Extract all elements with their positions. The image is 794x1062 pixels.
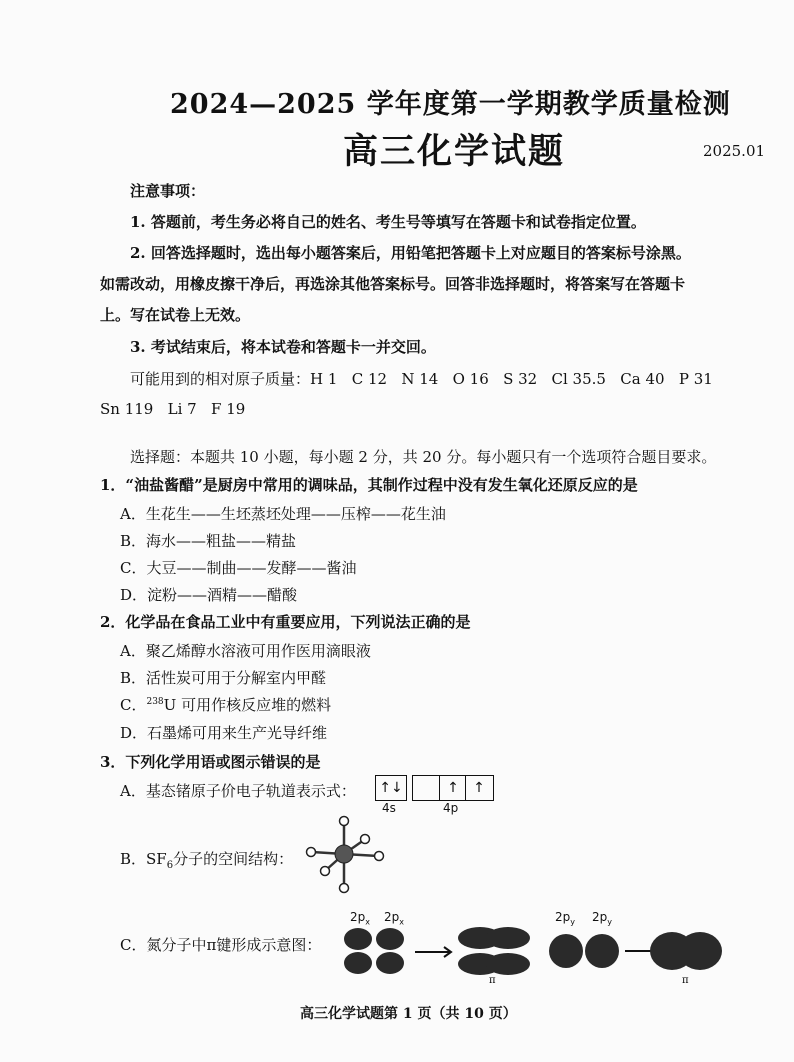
orbital-4p-cell-1 bbox=[413, 776, 439, 800]
notes-item-2a: 2. 回答选择题时，选出每小题答案后，用铅笔把答题卡上对应题目的答案标号涂黑。 bbox=[130, 244, 691, 262]
q1-option-c: C．大豆——制曲——发酵——酱油 bbox=[120, 559, 357, 577]
orbital-4s-box bbox=[375, 775, 407, 801]
label-2py-2: $2p_y$ bbox=[592, 910, 612, 927]
notes-item-2c: 上。写在试卷上无效。 bbox=[100, 306, 251, 324]
orbital-4s-cell: ↑↓ bbox=[379, 780, 403, 796]
py-pi-bond-after bbox=[650, 932, 722, 970]
exam-date: 2025.01 bbox=[703, 142, 766, 160]
exam-title-line1: 2024—2025 学年度第一学期教学质量检测 bbox=[170, 89, 731, 120]
q3-option-c: C．氮分子中π键形成示意图： bbox=[120, 936, 322, 954]
label-2px-2: $2p_x$ bbox=[384, 910, 404, 927]
notes-heading: 注意事项： bbox=[130, 182, 206, 200]
px-pi-bond-after bbox=[458, 927, 530, 975]
orbital-4p-cell-3: ↑ bbox=[465, 776, 492, 800]
q2-stem: 2．化学品在食品工业中有重要应用，下列说法正确的是 bbox=[100, 613, 471, 631]
pi-label-1: π bbox=[489, 975, 496, 985]
q1-stem: 1．“油盐酱醋”是厨房中常用的调味品，其制作过程中没有发生氧化还原反应的是 bbox=[100, 476, 638, 494]
q1-option-d: D．淀粉——酒精——醋酸 bbox=[120, 586, 298, 604]
q3-option-a: A．基态锗原子价电子轨道表示式： bbox=[120, 782, 356, 800]
orbital-4p-cell-2: ↑ bbox=[439, 776, 466, 800]
orbital-4s-label: 4s bbox=[382, 801, 396, 815]
q1-option-b: B．海水——粗盐——精盐 bbox=[120, 532, 297, 550]
orbital-4p-label: 4p bbox=[443, 801, 459, 815]
notes-item-1: 1. 答题前，考生务必将自己的姓名、考生号等填写在答题卡和试卷指定位置。 bbox=[130, 213, 646, 231]
sf6-octahedral-model bbox=[300, 812, 390, 897]
pi-label-2: π bbox=[682, 975, 689, 985]
q1-option-a: A．生花生——生坯蒸坯处理——压榨——花生油 bbox=[120, 505, 446, 523]
py-orbitals-before bbox=[549, 934, 619, 968]
atomic-masses-line2: Sn 119 Li 7 F 19 bbox=[100, 400, 246, 418]
atomic-masses-line1: 可能用到的相对原子质量：H 1 C 12 N 14 O 16 S 32 Cl 35.5 Ca 40 P 31 bbox=[130, 370, 713, 388]
page-footer: 高三化学试题第 1 页（共 10 页） bbox=[300, 1006, 517, 1022]
notes-item-2b: 如需改动，用橡皮擦干净后，再选涂其他答案标号。回答非选择题时，将答案写在答题卡 bbox=[100, 275, 686, 293]
label-2px-1: $2p_x$ bbox=[350, 910, 370, 927]
exam-title-subject: 高三化学试题 bbox=[343, 131, 566, 172]
label-2py-1: $2p_y$ bbox=[555, 910, 575, 927]
q2-option-d: D．石墨烯可用来生产光导纤维 bbox=[120, 724, 328, 742]
q3-stem: 3．下列化学用语或图示错误的是 bbox=[100, 753, 321, 771]
q2-option-c: C．$^{238}$U 可用作核反应堆的燃料 bbox=[120, 696, 332, 714]
pi-bond-diagram bbox=[340, 925, 740, 985]
section-intro: 选择题：本题共 10 小题，每小题 2 分，共 20 分。每小题只有一个选项符合题目要求。 bbox=[130, 448, 717, 466]
notes-item-3: 3. 考试结束后，将本试卷和答题卡一并交回。 bbox=[130, 338, 436, 356]
q2-option-b: B．活性炭可用于分解室内甲醛 bbox=[120, 669, 327, 687]
q3-option-b: B．$SF_6$分子的空间结构： bbox=[120, 850, 294, 871]
orbital-4p-box bbox=[412, 775, 494, 801]
q2-option-a: A．聚乙烯醇水溶液可用作医用滴眼液 bbox=[120, 642, 371, 660]
px-orbitals-before bbox=[344, 928, 404, 974]
